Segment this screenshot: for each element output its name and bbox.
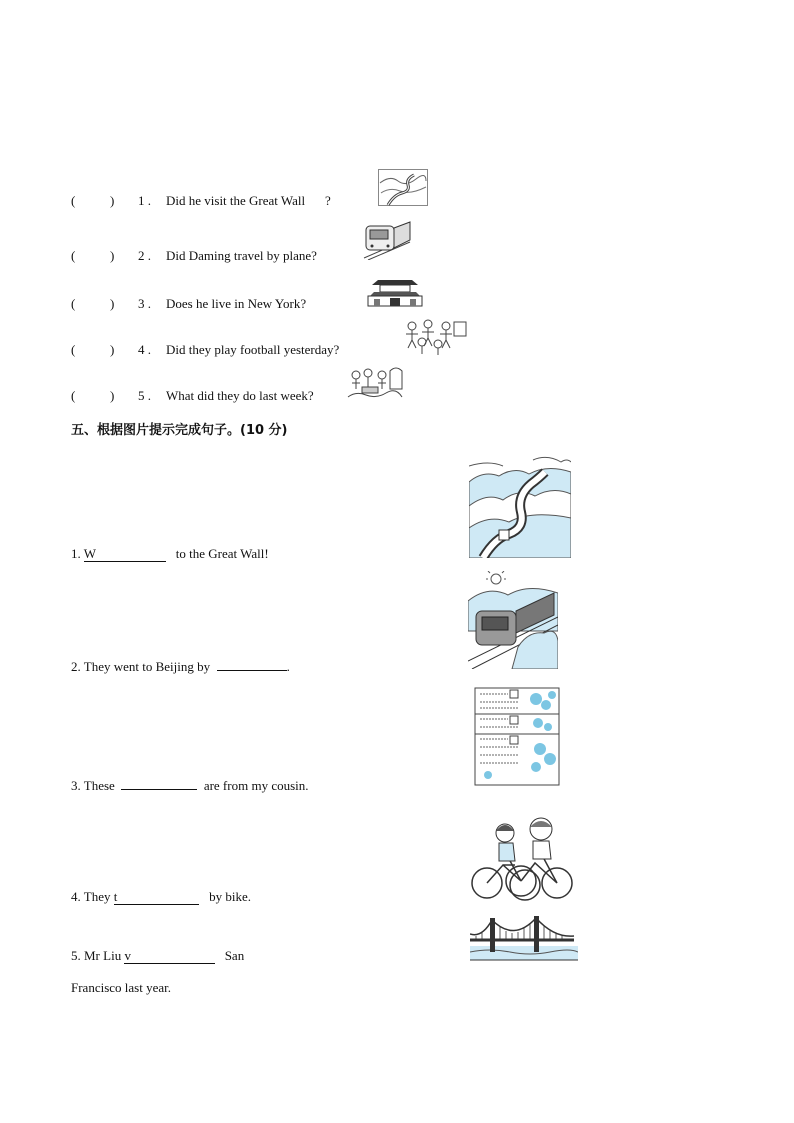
fill-sentence-2 — [71, 658, 290, 675]
answer-blank[interactable] — [84, 546, 166, 562]
golden-gate-bridge-icon — [470, 912, 578, 962]
fill-sentence-4 — [71, 889, 251, 905]
answer-paren-close: ) — [110, 193, 115, 208]
question-text: Did Daming travel by plane? — [166, 248, 317, 263]
picnic-icon — [346, 363, 404, 401]
fill-sentence-3 — [71, 777, 309, 794]
train-icon — [362, 218, 412, 260]
question-number: 1 . — [138, 193, 151, 208]
sentence-suffix: . — [286, 659, 290, 674]
postcards-icon — [474, 687, 560, 786]
children-playing-icon — [402, 318, 468, 356]
answer-paren-open: ( — [71, 342, 76, 357]
great-wall-icon — [378, 169, 428, 206]
answer-paren-open: ( — [71, 193, 76, 208]
answer-paren-open: ( — [71, 296, 76, 311]
sentence-suffix: San — [224, 948, 245, 963]
section-heading: 五、根据图片提示完成句子。(10 分) — [71, 423, 288, 438]
fill-sentence-5 — [71, 948, 244, 964]
bicycle-icon — [469, 815, 575, 901]
hint-letter: t — [113, 889, 118, 904]
question-text: What did they do last week? — [166, 388, 314, 403]
sentence-prefix: 5. Mr Liu — [71, 948, 125, 963]
train-icon — [468, 571, 558, 669]
sentence-prefix: 2. They went to Beijing by — [71, 659, 211, 674]
fill-sentence-5-continued: Francisco last year. — [71, 980, 171, 995]
answer-blank[interactable] — [121, 777, 197, 790]
question-text: Did he visit the Great Wall — [166, 193, 306, 208]
question-number: 4 . — [138, 342, 151, 357]
great-wall-icon — [469, 452, 571, 558]
question-number: 5 . — [138, 388, 151, 403]
answer-paren-close: ) — [110, 388, 115, 403]
answer-paren-open: ( — [71, 248, 76, 263]
question-text: Did they play football yesterday? — [166, 342, 340, 357]
answer-blank[interactable] — [217, 658, 287, 671]
fill-sentence-1 — [71, 546, 269, 562]
hint-letter: v — [124, 948, 131, 963]
sentence-suffix: to the Great Wall! — [175, 546, 269, 561]
sentence-suffix: by bike. — [209, 889, 251, 904]
answer-paren-open: ( — [71, 388, 76, 403]
question-number: 3 . — [138, 296, 151, 311]
sentence-prefix: 1. — [71, 546, 84, 561]
question-mark: ? — [325, 193, 331, 208]
hint-letter: W — [83, 546, 97, 561]
answer-paren-close: ) — [110, 248, 115, 263]
answer-paren-close: ) — [110, 296, 115, 311]
answer-blank[interactable] — [124, 948, 215, 964]
answer-blank[interactable] — [114, 889, 200, 905]
sentence-prefix: 4. They — [71, 889, 114, 904]
tiananmen-icon — [366, 270, 424, 308]
question-number: 2 . — [138, 248, 151, 263]
sentence-prefix: 3. These — [71, 778, 115, 793]
answer-paren-close: ) — [110, 342, 115, 357]
sentence-suffix: are from my cousin. — [203, 778, 309, 793]
question-text: Does he live in New York? — [166, 296, 307, 311]
